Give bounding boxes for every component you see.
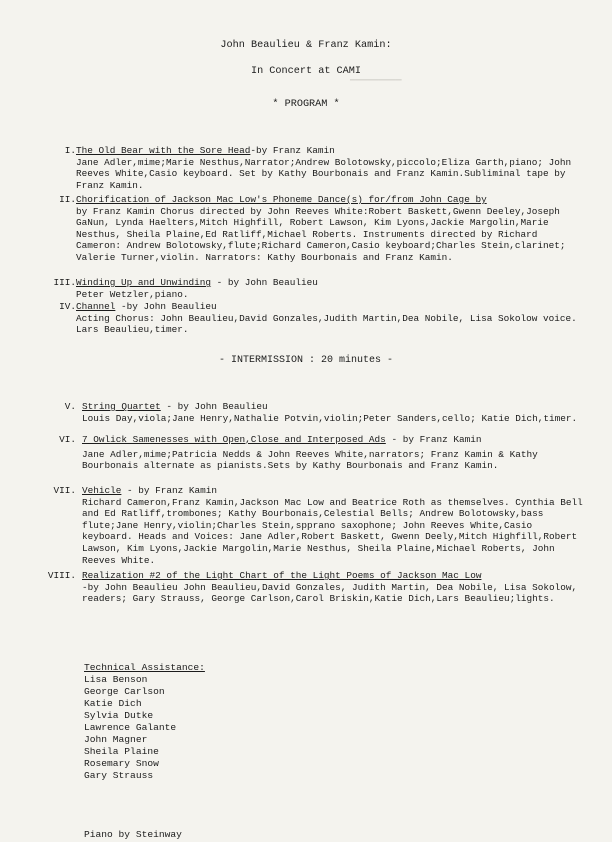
- bleed-through-texture: ▔▔▔▔▔▔▔▔▔: [350, 80, 402, 91]
- item-byline: - by John Beaulieu: [160, 401, 268, 412]
- crew-name: Lawrence Galante: [84, 722, 177, 734]
- item-number: II.: [59, 194, 76, 205]
- program-item-5: [46, 401, 586, 424]
- item-number: V.: [64, 401, 76, 412]
- item-byline: - by Franz Kamin: [385, 434, 482, 445]
- program-item-6: [46, 434, 586, 472]
- program-item-1: [46, 145, 586, 191]
- crew-name: Sylvia Dutke: [84, 710, 154, 722]
- item-credits: Jane Adler,mime;Marie Nesthus,Narrator;Andrew Bolotowsky,piccolo;Eliza Garth,piano; John Reeves White,Casio keyboard. Set by Kathy Bourbonais and Franz Kamin.Subliminal tape by Franz Kamin.: [76, 156, 572, 191]
- item-number: III.: [53, 277, 76, 288]
- concert-heading: In Concert at CAMI: [250, 66, 362, 77]
- program-heading: * PROGRAM *: [272, 99, 340, 110]
- crew-name: John Magner: [84, 734, 148, 746]
- crew-name: Rosemary Snow: [84, 758, 159, 770]
- program-item-4: [46, 301, 586, 336]
- program-item-3: [46, 277, 586, 300]
- crew-name: Sheila Plaine: [84, 746, 159, 758]
- item-title: Chorification of Jackson Mac Low's Phoneme Dance(s) for/from John Cage by: [76, 194, 487, 205]
- crew-name: George Carlson: [84, 686, 165, 698]
- crew-name: Lisa Benson: [84, 674, 148, 686]
- item-title: Realization #2 of the Light Chart of the Light Poems of Jackson Mac Low: [82, 570, 482, 581]
- program-item-2: [46, 194, 586, 264]
- item-credits: by Franz Kamin Chorus directed by John Reeves White:Robert Baskett,Gwenn Deeley,Joseph GaNun, Lynda Haelters,Mitch Highfill, Robert Lawson, Kim Lyons,Jackie Margolin,Marie Nesthus, Sheila Plaine,Ed Ratliff,Michael Roberts. Instruments directed by Richard Cameron: Andrew Bolotowsky,flute;Richard Cameron,Casio keyboard;Charles Stein,clarinet; Valerie Turner,violin. Narrators: Kathy Bourbonais and Franz Kamin.: [76, 205, 566, 263]
- item-number: VI.: [59, 434, 76, 445]
- item-credits: Louis Day,viola;Jane Henry,Nathalie Potvin,violin;Peter Sanders,cello; Katie Dich,timer.: [82, 412, 578, 424]
- crew-name: Katie Dich: [84, 698, 142, 710]
- item-title: String Quartet: [82, 401, 161, 412]
- item-number: VII.: [53, 485, 76, 496]
- item-byline: -by John Beaulieu: [115, 301, 217, 312]
- item-byline: - by John Beaulieu: [211, 277, 318, 288]
- intermission-notice: - INTERMISSION : 20 minutes -: [218, 355, 394, 366]
- item-byline: -by Franz Kamin: [250, 145, 335, 156]
- item-number: IV.: [59, 301, 76, 312]
- crew-name: Gary Strauss: [84, 770, 154, 782]
- item-title: The Old Bear with the Sore Head: [76, 145, 251, 156]
- item-title: Vehicle: [82, 485, 122, 496]
- item-title: Channel: [76, 301, 116, 312]
- program-item-8: [46, 570, 586, 605]
- item-title: 7 Owlick Samenesses with Open,Close and Interposed Ads: [82, 434, 386, 445]
- piano-credit: Piano by Steinway: [84, 829, 182, 840]
- item-credits: Acting Chorus: John Beaulieu,David Gonzales,Judith Martin,Dea Nobile, Lisa Sokolow voice. Lars Beaulieu,timer.: [76, 312, 577, 336]
- item-number: I.: [64, 145, 76, 156]
- item-credits: -by John Beaulieu John Beaulieu,David Gonzales, Judith Martin, Dea Nobile, Lisa Sokolow, readers; Gary Strauss, George Carlson,Carol Briskin,Katie Dich,Lars Beaulieu;lights.: [82, 581, 578, 605]
- technical-assistance-title: Technical Assistance:: [84, 662, 205, 673]
- program-item-7: [46, 485, 586, 566]
- item-credits: Richard Cameron,Franz Kamin,Jackson Mac Low and Beatrice Roth as themselves. Cynthia Bell and Ed Ratliff,trombones; Kathy Bourbonais,Celestial Bells; Andrew Bolotowsky,bass flute;Jane Henry,violin;Charles Stein,spprano saxophone; John Reeves White,Casio keyboard. Heads and Voices: Jane Adler,Robert Baskett, Gwenn Deely,Mitch Highfill,Robert Lawson, Kim Lyons,Jackie Margolin,Marie Nesthus, Sheila Plaine,Michael Roberts, John Reeves White.: [82, 496, 583, 566]
- performers-heading: John Beaulieu & Franz Kamin:: [220, 40, 392, 51]
- item-title: Winding Up and Unwinding: [76, 277, 212, 288]
- item-credits: Peter Wetzler,piano.: [76, 288, 189, 300]
- item-credits: Jane Adler,mime;Patricia Nedds & John Reeves White,narrators; Franz Kamin & Kathy Bourbonais alternate as pianists.Sets by Kathy Bourbonais and Franz Kamin.: [82, 448, 538, 472]
- item-byline: - by Franz Kamin: [121, 485, 218, 496]
- technical-assistance: [84, 662, 205, 782]
- item-number: VIII.: [47, 570, 76, 581]
